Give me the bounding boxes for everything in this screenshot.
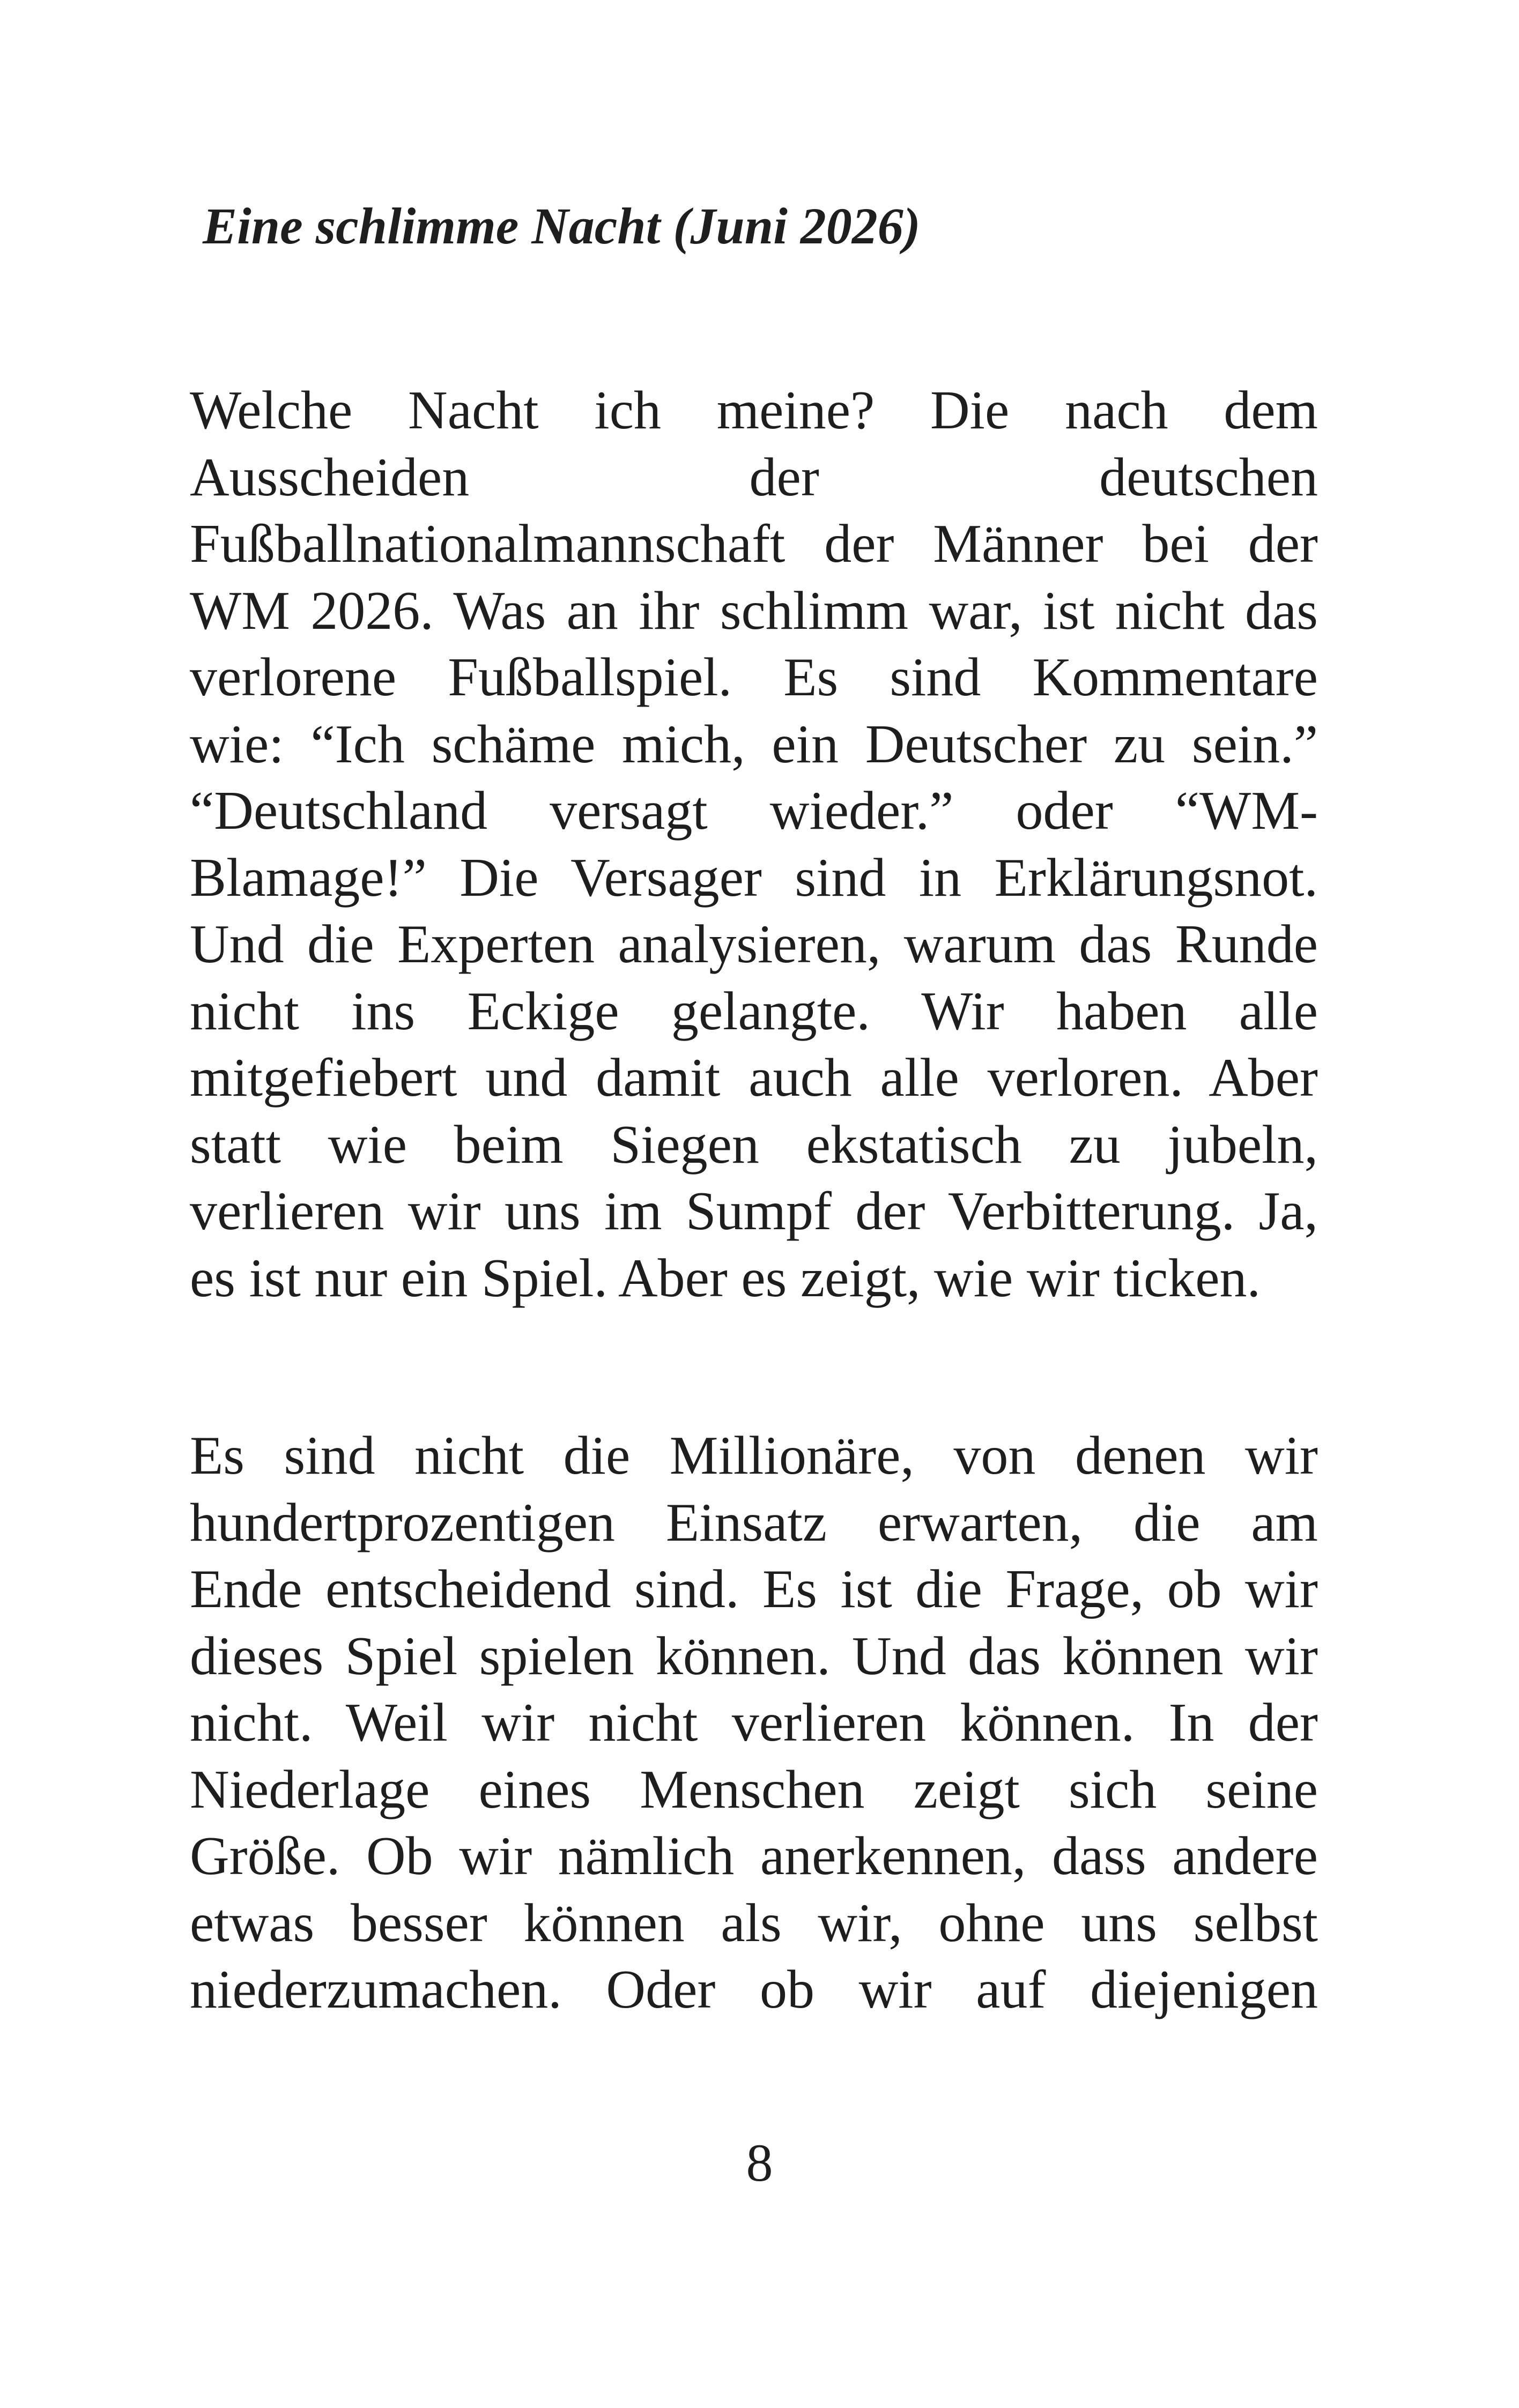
text-line: dieses Spiel spielen können. Und das können wir	[190, 1625, 1318, 1686]
text-line: Ende entscheidend sind. Es ist die Frage, ob wir	[190, 1559, 1318, 1619]
paragraph-2	[190, 1423, 1318, 2024]
page-number: 8	[746, 2133, 773, 2193]
text-line: mitgefiebert und damit auch alle verloren. Aber	[190, 1047, 1318, 1108]
chapter-title: Eine schlimme Nacht (Juni 2026)	[203, 197, 921, 255]
text-line: Blamage!” Die Versager sind in Erklärungsnot.	[190, 847, 1318, 908]
text-line: Größe. Ob wir nämlich anerkennen, dass andere	[190, 1826, 1318, 1886]
text-line: Und die Experten analysieren, warum das Runde	[190, 914, 1318, 975]
text-line: Ausscheiden der deutschen	[190, 447, 1318, 508]
text-line: “Deutschland versagt wieder.” oder “WM-	[190, 781, 1318, 841]
text-line: Es sind nicht die Millionäre, von denen wir	[190, 1425, 1318, 1486]
text-line: verlorene Fußballspiel. Es sind Kommentare	[190, 647, 1318, 708]
text-line: wie: “Ich schäme mich, ein Deutscher zu sein.”	[190, 714, 1318, 775]
text-line: WM 2026. Was an ihr schlimm war, ist nicht das	[190, 580, 1318, 641]
text-line: Niederlage eines Menschen zeigt sich seine	[190, 1759, 1318, 1820]
paragraph-1	[190, 377, 1318, 1312]
text-line: nicht ins Eckige gelangte. Wir haben alle	[190, 980, 1318, 1042]
text-line: es ist nur ein Spiel. Aber es zeigt, wie wir ticken.	[190, 1247, 1261, 1309]
text-line: statt wie beim Siegen ekstatisch zu jubeln,	[190, 1114, 1318, 1175]
text-line: Welche Nacht ich meine? Die nach dem	[190, 380, 1318, 441]
text-line: nicht. Weil wir nicht verlieren können. In der	[190, 1692, 1318, 1753]
text-line: niederzumachen. Oder ob wir auf diejenigen	[190, 1959, 1318, 2020]
text-line: etwas besser können als wir, ohne uns selbst	[190, 1892, 1318, 1953]
text-line: verlieren wir uns im Sumpf der Verbitterung. Ja,	[190, 1181, 1318, 1242]
text-line: hundertprozentigen Einsatz erwarten, die am	[190, 1492, 1318, 1553]
text-line: Fußballnationalmannschaft der Männer bei der	[190, 514, 1318, 574]
